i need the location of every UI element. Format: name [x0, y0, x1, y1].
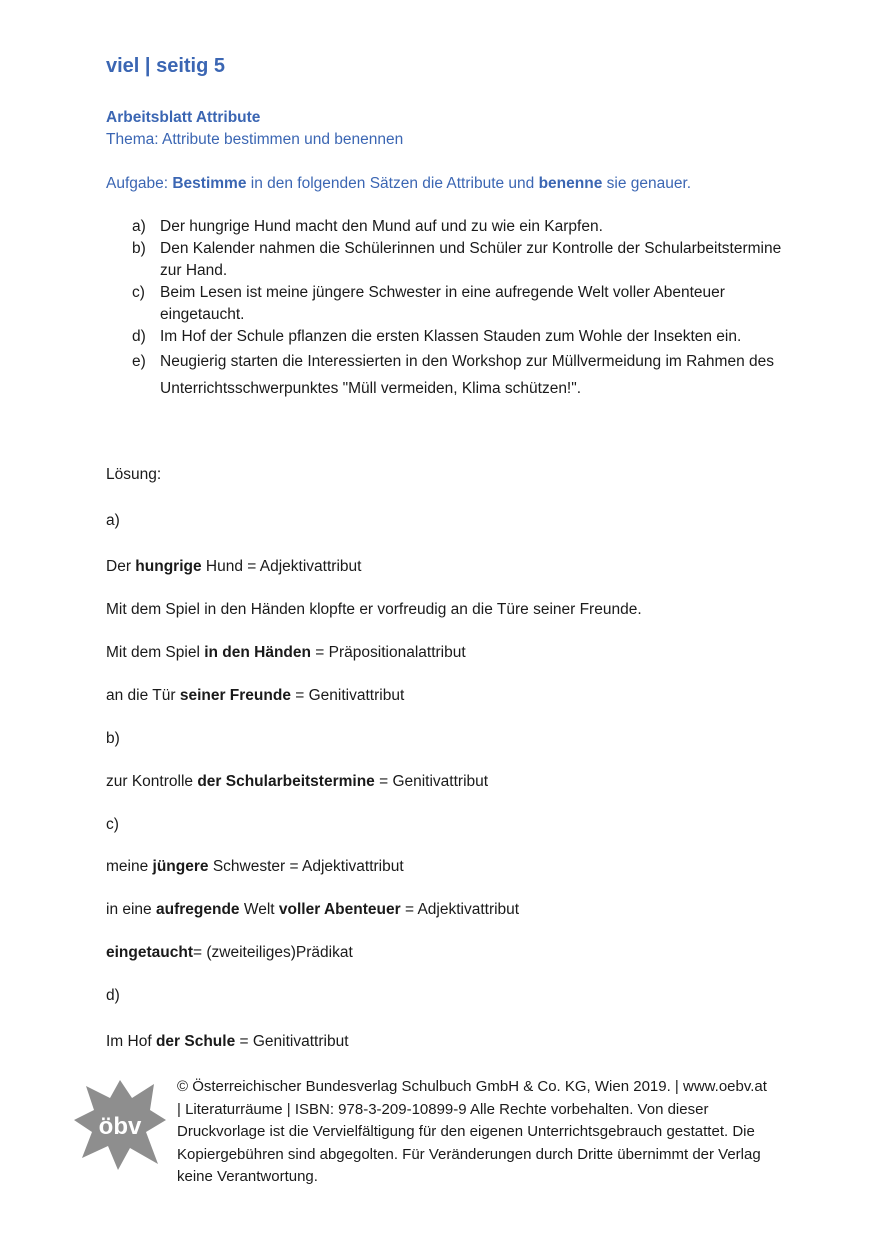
solution-a1	[106, 558, 361, 576]
worksheet-title: Arbeitsblatt Attribute	[106, 109, 261, 126]
text: an die Tür	[106, 687, 180, 704]
task-prefix: Aufgabe:	[106, 175, 173, 192]
exercise-list	[106, 216, 796, 402]
attribute-highlight: voller Abenteuer	[278, 901, 401, 918]
attribute-highlight: in den Händen	[204, 644, 311, 661]
text: Der	[106, 558, 136, 575]
attribute-highlight: eingetaucht	[106, 944, 193, 961]
solution-heading: Lösung:	[106, 466, 162, 483]
exercise-text: Neugierig starten die Interessierten in den Workshop zur Müllvermeidung im Rahmen des Unterrichtsschwerpunktes "Müll vermeiden, Klima schützen!".	[160, 353, 774, 397]
copyright-footer: © Österreichischer Bundesverlag Schulbuch GmbH & Co. KG, Wien 2019. | www.oebv.at | Literaturräume | ISBN: 978-3-209-10899-9 Alle Rechte vorbehalten. Von dieser Druckvorlage ist die Vervielfältigung für den eigenen Unterrichtsgebrauch gestattet. Die Kopiergebühren sind abgegolten. Für Veränderungen durch Dritte übernimmt der Verlag keine Verantwortung.	[177, 1078, 767, 1185]
solution-c2	[106, 901, 519, 919]
text: = Genitivattribut	[374, 773, 489, 790]
exercise-label: d)	[132, 328, 146, 345]
exercise-text: Im Hof der Schule pflanzen die ersten Klassen Stauden zum Wohle der Insekten ein.	[160, 328, 742, 345]
text: Hund = Adjektivattribut	[201, 558, 362, 575]
text: = Genitivattribut	[235, 1033, 349, 1050]
attribute-highlight: der Schularbeitstermine	[197, 773, 375, 790]
exercise-text: Der hungrige Hund macht den Mund auf und zu wie ein Karpfen.	[160, 218, 603, 235]
solution-a2: Mit dem Spiel in den Händen klopfte er vorfreudig an die Türe seiner Freunde.	[106, 601, 642, 618]
exercise-text: Den Kalender nahmen die Schülerinnen und Schüler zur Kontrolle der Schularbeitstermine zur Hand.	[160, 240, 782, 279]
solution-d1	[106, 1033, 349, 1051]
solution-a3	[106, 644, 466, 662]
worksheet-topic: Thema: Attribute bestimmen und benennen	[106, 131, 404, 148]
solution-label-d: d)	[106, 987, 120, 1004]
solution-b1	[106, 773, 488, 791]
attribute-highlight: jüngere	[152, 858, 209, 875]
exercise-label: e)	[132, 353, 146, 370]
task-instruction	[106, 175, 691, 193]
task-middle: in den folgenden Sätzen die Attribute und	[246, 175, 539, 192]
solution-label-b: b)	[106, 730, 120, 747]
header-title: viel | seitig 5	[106, 55, 225, 77]
solution-a4	[106, 687, 404, 705]
text: Schwester = Adjektivattribut	[208, 858, 404, 875]
text: = Genitivattribut	[290, 687, 405, 704]
text: = (zweiteiliges)Prädikat	[192, 944, 353, 961]
exercise-label: a)	[132, 218, 146, 235]
text: Welt	[239, 901, 279, 918]
solution-label-c: c)	[106, 816, 119, 833]
text: zur Kontrolle	[106, 773, 198, 790]
task-verb-bestimme: Bestimme	[172, 175, 247, 192]
solution-c3	[106, 944, 353, 962]
text: Im Hof	[106, 1033, 156, 1050]
attribute-highlight: der Schule	[155, 1033, 236, 1050]
logo-text: öbv	[98, 1113, 142, 1140]
text: = Präpositionalattribut	[311, 644, 466, 661]
task-verb-benenne: benenne	[538, 175, 603, 192]
task-suffix: sie genauer.	[602, 175, 692, 192]
solution-label-a: a)	[106, 512, 120, 529]
exercise-item	[106, 326, 796, 348]
exercise-item	[106, 238, 796, 282]
exercise-item	[106, 348, 796, 402]
text: meine	[106, 858, 153, 875]
attribute-highlight: hungrige	[135, 558, 202, 575]
text: = Adjektivattribut	[400, 901, 520, 918]
text: Mit dem Spiel	[106, 644, 205, 661]
attribute-highlight: aufregende	[155, 901, 240, 918]
attribute-highlight: seiner Freunde	[179, 687, 291, 704]
text: in eine	[106, 901, 156, 918]
exercise-label: c)	[132, 284, 145, 301]
exercise-item	[106, 216, 796, 238]
exercise-label: b)	[132, 240, 146, 257]
exercise-text: Beim Lesen ist meine jüngere Schwester in eine aufregende Welt voller Abenteuer eingetaucht.	[160, 284, 725, 323]
solution-c1	[106, 858, 404, 876]
oebv-logo	[74, 1076, 166, 1172]
exercise-item	[106, 282, 796, 326]
